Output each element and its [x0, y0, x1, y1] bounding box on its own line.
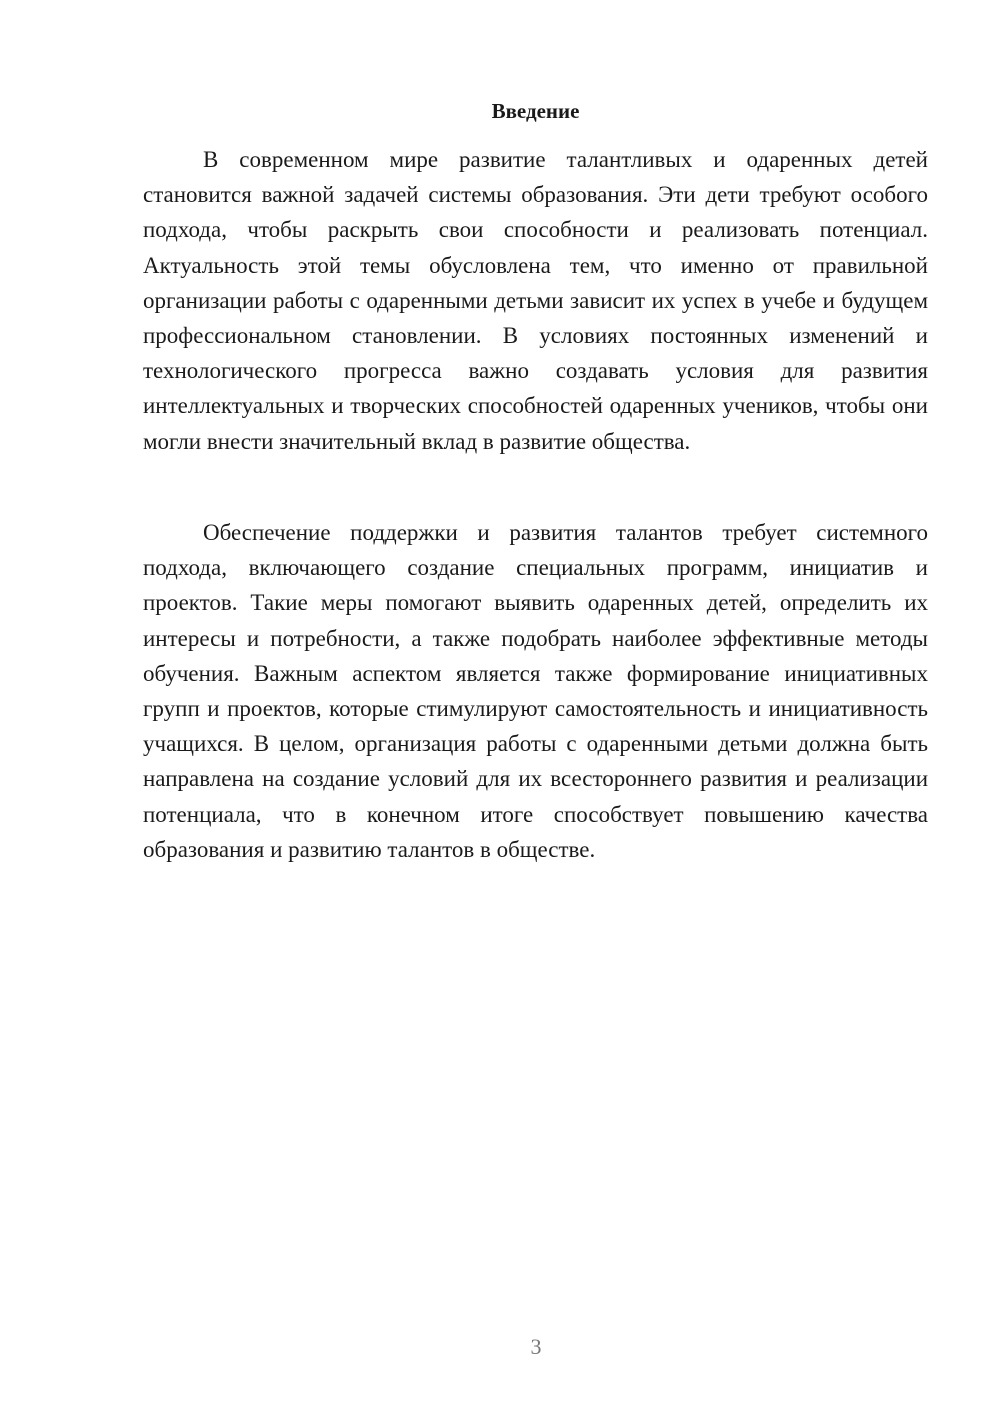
page-number: 3	[530, 1334, 542, 1359]
section-heading: Введение	[491, 99, 580, 123]
paragraph-2: Обеспечение поддержки и развития талантов требует системного подхода, включающего создание специальных программ, инициатив и проектов. Такие меры помогают выявить одаренных детей, определить их интересы и потребности, а также подобрать наиболее эффективные методы обучения. Важным аспектом является также формирование инициативных групп и проектов, которые стимулируют самостоятельность и инициативность учащихся. В целом, организация работы с одаренными детьми должна быть направлена на создание условий для их всестороннего развития и реализации потенциала, что в конечном итоге способствует повышению качества образования и развитию талантов в обществе.	[143, 520, 928, 862]
paragraph-1: В современном мире развитие талантливых и одаренных детей становится важной задачей системы образования. Эти дети требуют особого подхода, чтобы раскрыть свои способности и реализовать потенциал. Актуальность этой темы обусловлена тем, что именно от правильной организации работы с одаренными детьми зависит их успех в учебе и будущем профессиональном становлении. В условиях постоянных изменений и технологического прогресса важно создавать условия для развития интеллектуальных и творческих способностей одаренных учеников, чтобы они могли внести значительный вклад в развитие общества.	[143, 147, 928, 454]
